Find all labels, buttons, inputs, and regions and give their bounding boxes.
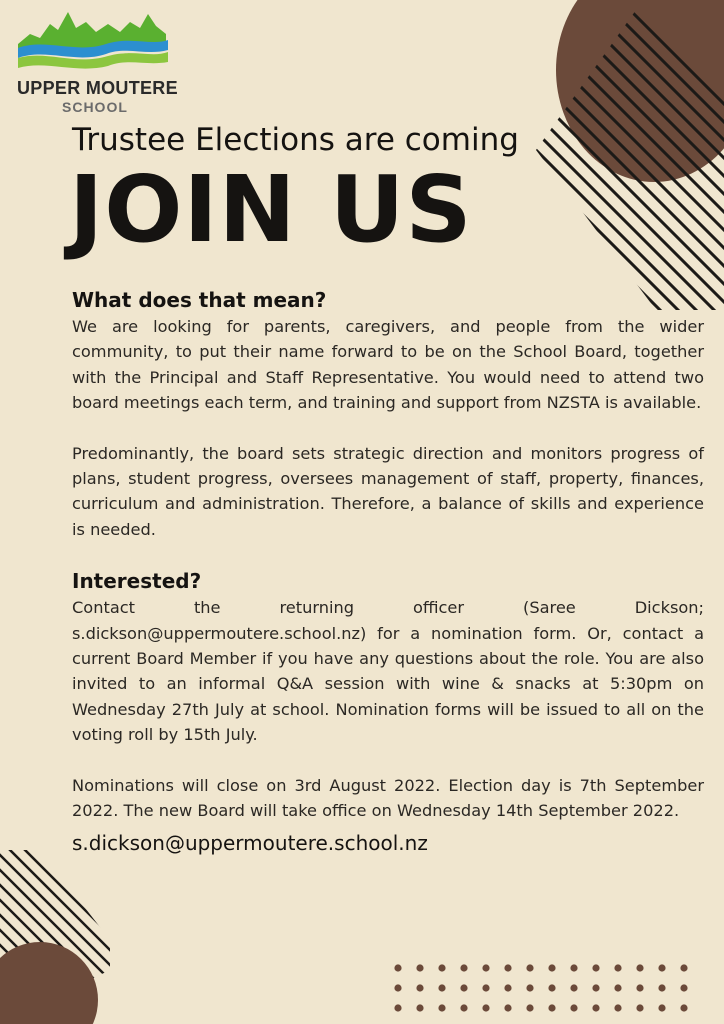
school-name: UPPER MOUTERE	[17, 78, 178, 98]
interested-paragraph-1: Contact the returning officer (Saree Dickson; s.dickson@uppermoutere.school.nz) for a nomination form. Or, contact a current Board Member if you have any questions about the role. You are also invited to an informal Q&A session with wine & snacks at 5:30pm on Wednesday 27th July at school. Nomination forms will be issued to all on the voting roll by 15th July.	[72, 598, 704, 745]
school-logo-mountains-icon	[16, 8, 172, 72]
meaning-paragraph-1: We are looking for parents, caregivers, and people from the wider community, to put their name forward to be on the School Board, together with the Principal and Staff Representative. You would need to attend two board meetings each term, and training and support from NZSTA is available.	[72, 317, 704, 413]
main-content	[72, 286, 704, 856]
meaning-paragraph-2: Predominantly, the board sets strategic direction and monitors progress of plans, student progress, oversees management of staff, property, finances, curriculum and administration. Therefore, a balance of skills and experience is needed.	[72, 443, 704, 539]
page-subtitle: Trustee Elections are coming	[72, 122, 519, 158]
interested-paragraph-2: Nominations will close on 3rd August 2022. Election day is 7th September 2022. The new Board will take office on Wednesday 14th September 2022.	[72, 775, 704, 821]
page-title: JOIN US	[69, 156, 473, 263]
contact-email[interactable]: s.dickson@uppermoutere.school.nz	[72, 830, 428, 855]
decorative-dot-grid	[390, 960, 690, 1024]
decorative-circle-stripes-top-right	[536, 0, 724, 310]
school-name-sub: SCHOOL	[62, 99, 128, 115]
section-heading-interested: Interested?	[72, 569, 202, 594]
decorative-circle-stripes-bottom-left	[0, 850, 110, 1024]
section-heading-meaning: What does that mean?	[72, 288, 327, 312]
